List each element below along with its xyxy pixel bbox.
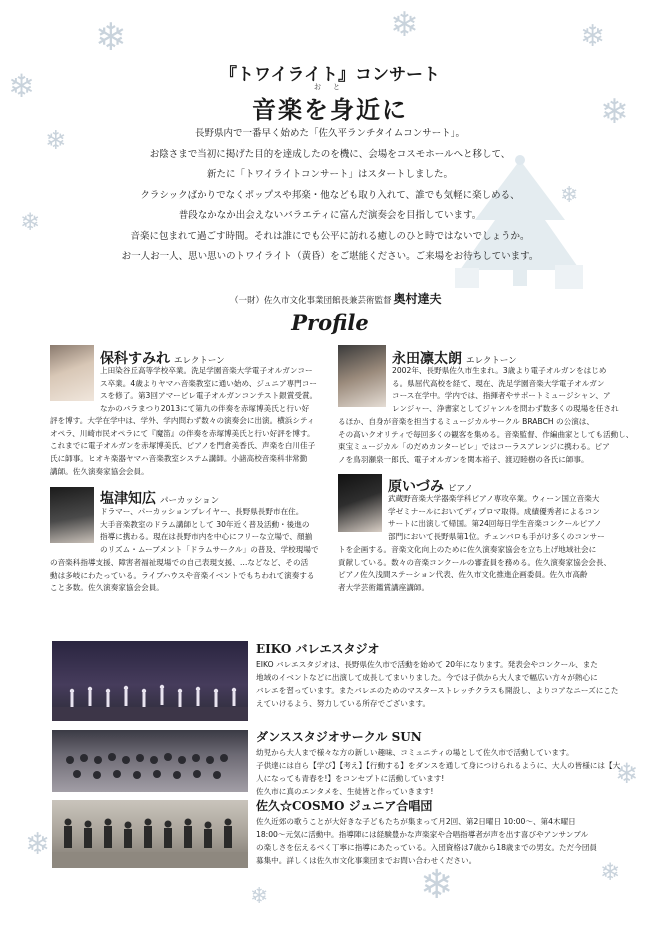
bio-line: トを企画する。音楽文化向上のために佐久演奏家協会を立ち上げ地域社会に <box>338 545 597 554</box>
signature <box>230 290 442 307</box>
intro-line: 新たに「トワイライトコンサート」はスタートしました。 <box>206 169 454 180</box>
profile-role: ピアノ <box>448 484 473 494</box>
snowflake-icon: ❄ <box>45 126 67 156</box>
group-line: 子供達には自ら【学び】【考え】【行動する】をダンスを通して身につけられるように、大人の皆様には【大 <box>256 761 621 770</box>
group-line: の楽しさを伝えるべく丁寧に指導にあたっている。入団資格は7歳から18歳までの男女。ただ今団員 <box>256 843 598 852</box>
bio-line: 貢献している。数々の音楽コンクールの審査員を務める。佐久演奏家協会会長、 <box>338 557 612 567</box>
bio-line: 評を博す。大学在学中は、学外、学内問わず数々の演奏会に出演。横浜シティ <box>50 416 315 425</box>
bio-line: 武蔵野音楽大学器楽学科ピアノ専攻卒業。ウィーン国立音楽大 <box>388 494 600 503</box>
portrait-photo <box>338 474 382 532</box>
portrait-photo <box>338 345 386 407</box>
profile-name-text: 永田凛太朗 <box>392 351 462 367</box>
bio-line: ピアノ佐久浅間ステーション代表、佐久市文化推進企画委員。佐久市高齢 <box>338 570 588 580</box>
bio-line: なかのバラまつり2013にて第九の伴奏を赤塚博美氏と行い好 <box>100 404 310 414</box>
snowflake-icon: ❄ <box>95 15 127 59</box>
group-name: ダンススタジオサークル SUN <box>256 730 422 744</box>
bio-line: 部門において長野県第1位。チェンバロも手がけ多くのコンサー <box>388 532 605 542</box>
profile-name-text: 原いづみ <box>388 479 444 495</box>
bio-line: ス卒業。4歳よりヤマハ音楽教室に通い始め、ジュニア専門コー <box>100 378 317 388</box>
signature-title: （一財）佐久市文化事業団館長兼芸術監督 <box>230 296 392 306</box>
group-description <box>256 815 597 867</box>
ballet-stage-photo <box>52 641 248 721</box>
group-line: 佐久近郊の歌うことが大好きな子どもたちが集まって月2回、第2日曜日 10:00〜、第4木曜日 <box>256 817 576 826</box>
bio-line: オペラ、川崎市民オペラにて『魔笛』の伴奏を赤塚博美氏と行い好評を博す。 <box>50 428 315 438</box>
intro-line: お陰さまで当初に掲げた目的を達成したのを機に、会場をコスモホールへと移して、 <box>149 148 511 160</box>
bio-line: 動は多岐にわたっている。ライブハウスや音楽イベントでもちわれて演奏する <box>50 570 315 580</box>
snowflake-icon: ❄ <box>420 862 454 908</box>
bio-line: 氏に師事。ヒオキ楽器ヤマハ音楽教室システム講師。小諸高校音楽科非常勤 <box>50 454 308 464</box>
concert-title: 『トワイライト』コンサート <box>220 65 440 85</box>
group-line: 人になっても青春を!】をコンセプトに活動しています! <box>256 774 445 783</box>
group-line: 募集中。詳しくは佐久市文化事業団までお問い合わせください。 <box>256 856 477 865</box>
bio-line: 学ゼミナールにおいてディプロマ取得。成績優秀者によるコン <box>388 506 600 516</box>
bio-line: こと多数。佐久演奏家協会会員。 <box>50 583 164 593</box>
bio-line: のリズム・ムーブメント「ドラムサークル」の普及、学校現場で <box>100 545 319 555</box>
bio-line: ノを鳥羽瀬泉一郎氏、電子オルガンを関本裕子、渡辺睦樹の各氏に師事。 <box>338 455 589 465</box>
bio-line: サートに出演して帰国。第24回毎日学生音楽コンクールピアノ <box>388 519 602 529</box>
intro-line: 長野県内で一番早く始めた「佐久平ランチタイムコンサート」。 <box>194 128 466 139</box>
snowflake-icon: ❄ <box>250 884 269 909</box>
profile-name <box>100 488 219 508</box>
group-line: えていけるよう、努力している所存でございます。 <box>256 699 431 708</box>
signature-name: 奥村達夫 <box>393 292 442 306</box>
snowflake-icon: ❄ <box>560 183 579 208</box>
group-description <box>256 658 619 710</box>
bio-line: る。県屈代高校を経て、現在、洗足学園音楽大学電子オルガン <box>392 378 605 388</box>
profile-bio <box>100 506 319 557</box>
bio-line: 上田染谷丘高等学校卒業。洗足学園音楽大学電子オルガンコー <box>100 366 313 375</box>
profile-bio <box>50 557 315 595</box>
group-name: 佐久☆COSMO ジュニア合唱団 <box>256 799 433 813</box>
profile-role: エレクトーン <box>466 356 517 366</box>
profile-name-text: 塩津知広 <box>100 491 156 507</box>
bio-line: 東宝ミュージカル「のだめカンタービレ」ではコーラスアレンジに携わる。ピア <box>338 442 610 452</box>
portrait-photo <box>50 345 94 401</box>
intro-paragraph <box>100 124 560 268</box>
furigana: おと <box>314 83 352 91</box>
bio-line: 者大学芸術鑑賞講座講師。 <box>338 583 430 593</box>
group-description <box>256 746 620 798</box>
bio-line: レンジャー、浄書家としてジャンルを問わず数多くの現場を任され <box>392 404 619 414</box>
bio-line: の音楽科指導支援、障害者福祉現場での自己表現支援、…などなど、その活 <box>50 558 309 567</box>
choir-photo <box>52 800 248 868</box>
bio-line: 大手音楽教室のドラム講師として 30年近く普及活動・後進の <box>100 519 310 529</box>
profile-bio <box>338 544 611 595</box>
profile-bio <box>388 493 605 544</box>
bio-line: スを修了。第3回アマービレ電子オルガンコンテスト銀賞受賞。 <box>100 391 318 401</box>
snowflake-icon: ❄ <box>8 67 35 105</box>
bio-line: ドラマー、パーカッションプレイヤー、長野県長野市在住。 <box>100 507 304 516</box>
profile-name-text: 保科すみれ <box>100 351 170 367</box>
bio-line: 指導に携わる。現在は長野市内を中心にフリーな立場で、顔揃 <box>100 532 313 542</box>
bio-line: るほか、自身が音楽を担当するミュージカルサークル BRABCH の公演は、 <box>338 417 594 426</box>
profile-bio <box>392 365 619 416</box>
bio-line: これまでに電子オルガンを赤塚博美氏、ピアノを門倉美香氏、声楽を白川佳子 <box>50 441 316 451</box>
intro-line: クラシックばかりでなくポップスや邦楽・他なども取り入れて、誰でも気軽に楽しめる、 <box>140 189 520 201</box>
portrait-photo <box>50 487 94 543</box>
bio-line: その高いクオリティで毎回多くの観客を集める。音楽監督、作編曲家としても活動し、 <box>338 429 634 439</box>
group-line: 佐久市に真のエンタメを、生徒皆と作っていきます! <box>256 787 434 796</box>
snowflake-icon: ❄ <box>25 827 51 862</box>
profile-bio <box>50 415 315 479</box>
group-line: EIKO バレエスタジオは、長野県佐久市で活動を始めて 20年になります。発表会やコンクール、また <box>256 660 598 669</box>
group-name: EIKO バレエスタジオ <box>256 642 380 656</box>
snowflake-icon: ❄ <box>20 208 41 236</box>
intro-line: 音楽に包まれて過ごす時間。それは誰にでも公平に訪れる癒しのひと時ではないでしょうか。 <box>130 230 530 242</box>
intro-line: 普段なかなか出会えないバラエティに富んだ演奏会を目指しています。 <box>178 210 482 221</box>
group-line: バレエを習っています。またバレエのためのマスターストレッチクラスも開設し、よりコアなニーズにこた <box>256 686 619 695</box>
dance-crowd-illustration <box>52 730 248 792</box>
snowflake-icon: ❄ <box>600 92 629 132</box>
profile-bio <box>100 365 317 416</box>
choir-members-illustration <box>52 800 248 868</box>
profile-role: エレクトーン <box>174 356 225 366</box>
dance-group-photo <box>52 730 248 792</box>
group-line: 地域のイベントなどに出演して成長してまいりました。今では子供から大人まで幅広い方々が熱心に <box>256 673 598 682</box>
profile-heading: Profile <box>291 310 369 335</box>
snowflake-icon: ❄ <box>390 5 419 45</box>
group-line: 幼児から大人まで様々な方の新しい趣味、コミュニティの場として佐久市で活動しています。 <box>256 748 574 757</box>
snowflake-icon: ❄ <box>600 858 621 886</box>
group-line: 18:00〜元気に活動中。指導陣には経験豊かな声楽家や合唱指導者が声を出す喜びやアンサンブル <box>256 830 589 839</box>
bio-line: 講師。佐久演奏家協会会員。 <box>50 466 149 476</box>
bio-line: コース在学中。学内では、指揮者やサポートミュージシャン、ア <box>392 391 611 401</box>
main-headline: 音楽を身近に <box>252 96 408 124</box>
snowflake-icon: ❄ <box>580 19 606 54</box>
bio-line: 2002年、長野県佐久市生まれ。3歳より電子オルガンをはじめ <box>392 366 607 375</box>
ballet-dancers-illustration <box>52 641 248 721</box>
profile-role: パーカッション <box>160 496 220 506</box>
profile-bio <box>338 416 633 467</box>
intro-line: お一人お一人、思い思いのトワイライト（黄昏）をご堪能ください。ご来場をお待ちしています。 <box>121 251 539 262</box>
snowflake-icon: ❄ <box>615 757 639 790</box>
